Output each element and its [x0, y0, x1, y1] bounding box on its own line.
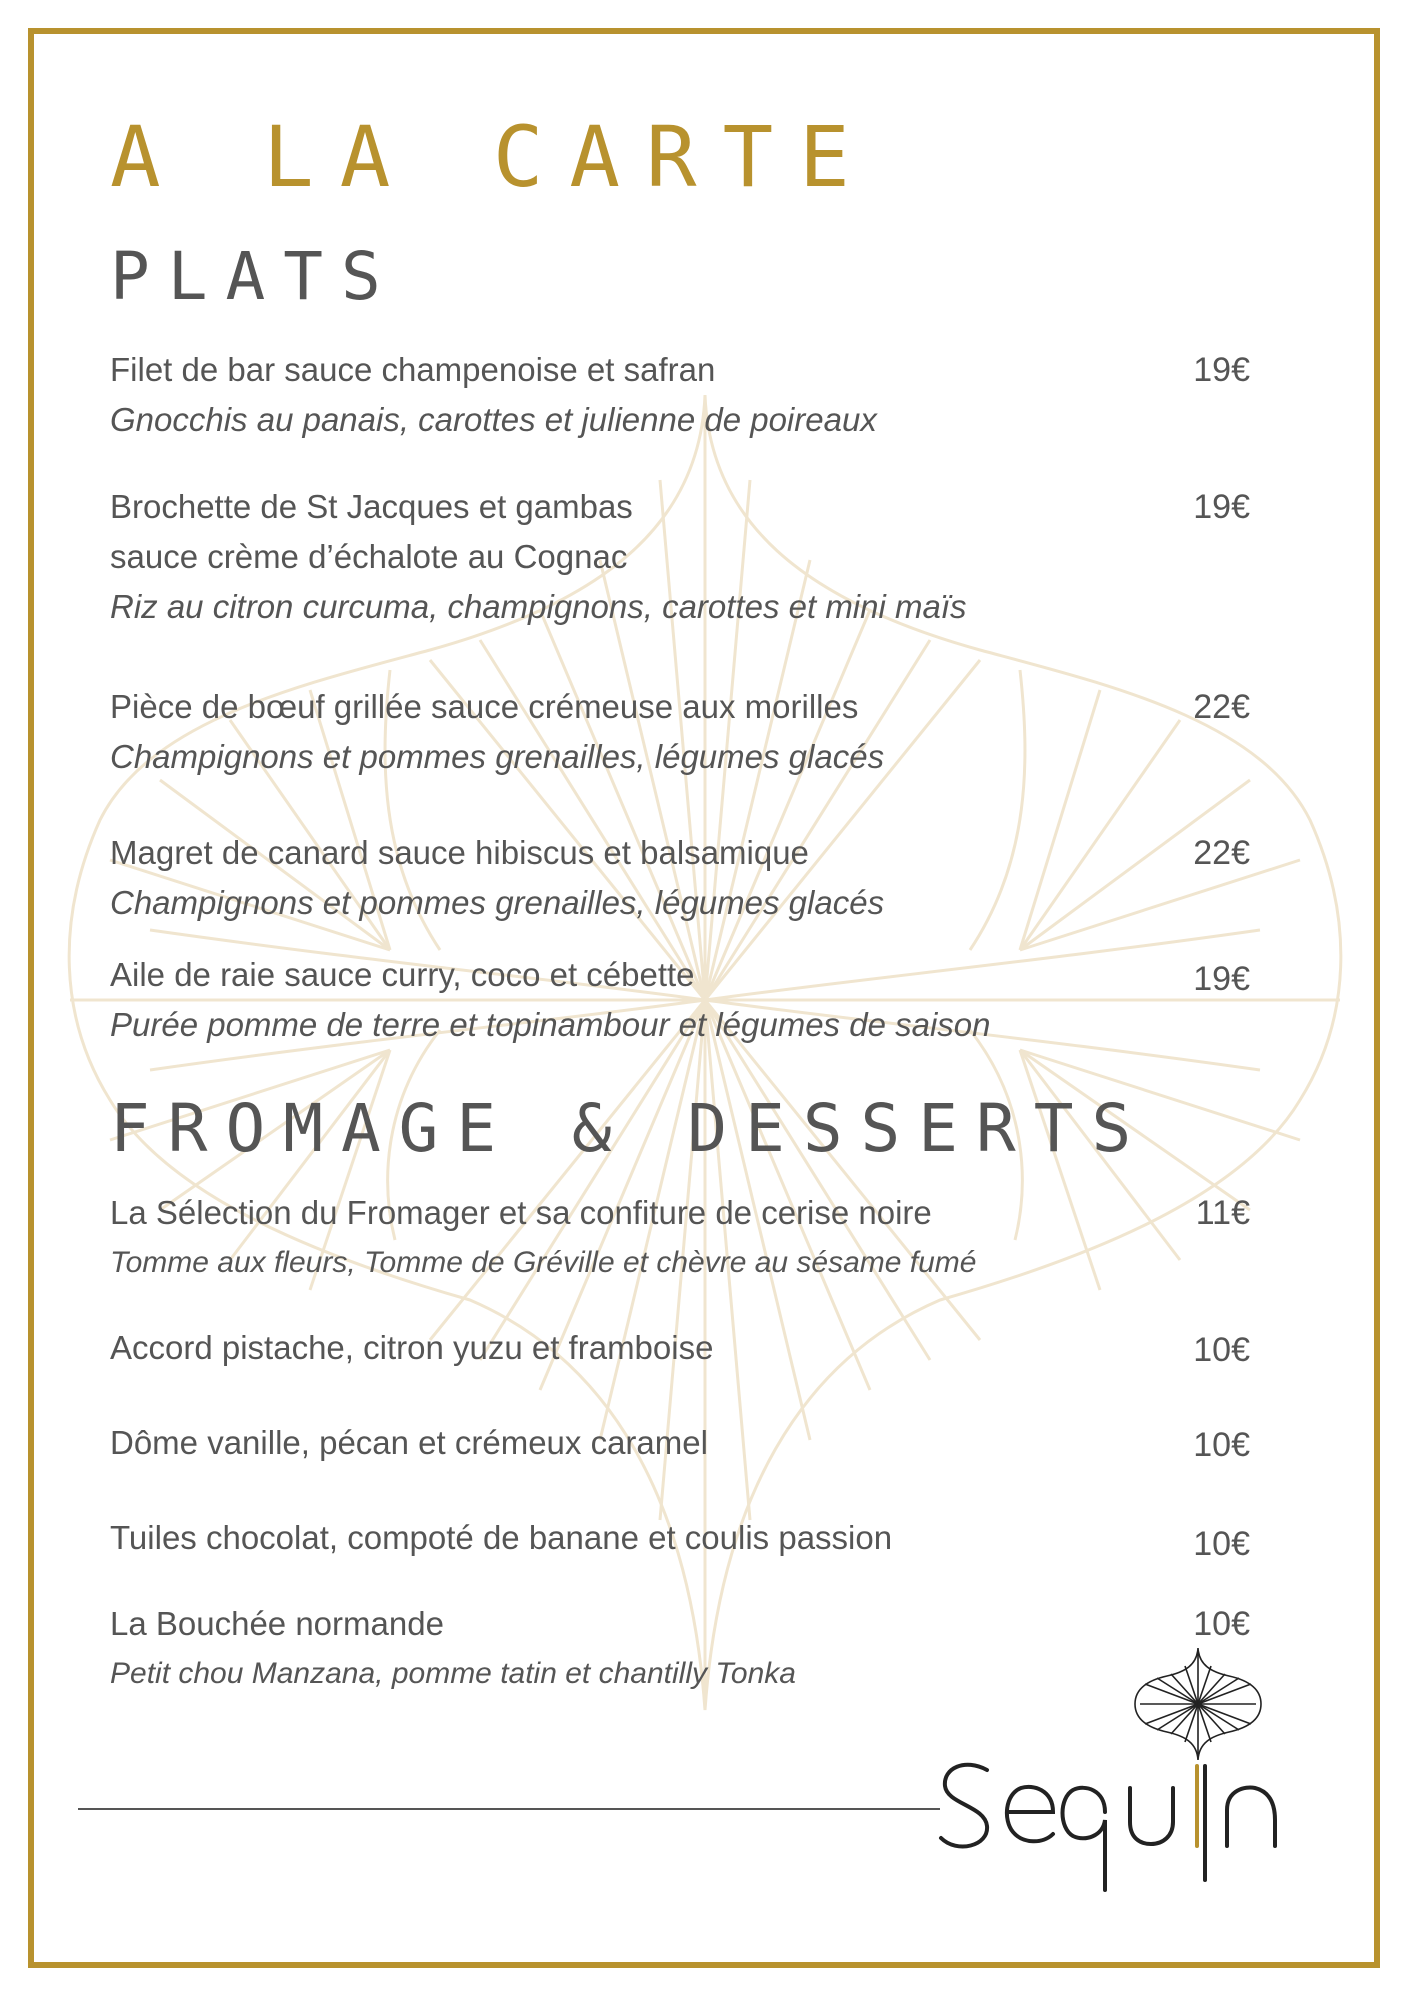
fan-ornament-icon	[1135, 1648, 1261, 1760]
sequin-wordmark	[941, 1765, 1275, 1890]
dish-name: Magret de canard sauce hibiscus et balsamique	[110, 834, 809, 871]
dish-name: Filet de bar sauce champenoise et safran	[110, 351, 716, 388]
dish-name: Aile de raie sauce curry, coco et cébette	[110, 956, 695, 993]
dish-description: Champignons et pommes grenailles, légumes glacés	[110, 884, 885, 921]
menu-item	[110, 1418, 1250, 1468]
dish-name-continued: sauce crème d’échalote au Cognac	[110, 538, 628, 575]
menu-item	[110, 682, 1250, 782]
sequin-logo	[935, 1640, 1335, 1940]
dish-description: Petit chou Manzana, pomme tatin et chantilly Tonka	[110, 1657, 796, 1690]
dish-name: Brochette de St Jacques et gambas	[110, 488, 633, 525]
dish-name: La Bouchée normande	[110, 1605, 444, 1642]
dish-price: 11€	[1195, 1194, 1250, 1232]
menu-title: A LA CARTE	[110, 108, 876, 206]
dish-price: 10€	[1193, 1605, 1250, 1643]
menu-item	[110, 828, 1250, 928]
menu-item	[110, 950, 1250, 1050]
dish-description: Gnocchis au panais, carottes et julienne de poireaux	[110, 401, 877, 438]
section-heading-plats: PLATS	[110, 238, 399, 315]
dish-name: La Sélection du Fromager et sa confiture de cerise noire	[110, 1194, 932, 1231]
dish-name: Pièce de bœuf grillée sauce crémeuse aux morilles	[110, 688, 859, 725]
dish-price: 19€	[1193, 960, 1250, 998]
section-heading-fromage-desserts: FROMAGE & DESSERTS	[110, 1090, 1150, 1167]
dish-description: Tomme aux fleurs, Tomme de Gréville et chèvre au sésame fumé	[110, 1246, 977, 1279]
dish-description: Purée pomme de terre et topinambour et légumes de saison	[110, 1006, 991, 1043]
menu-item	[110, 482, 1250, 632]
dish-price: 22€	[1193, 688, 1250, 726]
dish-name: Accord pistache, citron yuzu et framboise	[110, 1329, 714, 1366]
dish-price: 10€	[1193, 1525, 1250, 1563]
dish-price: 10€	[1193, 1331, 1250, 1369]
dish-description: Riz au citron curcuma, champignons, carottes et mini maïs	[110, 588, 967, 625]
divider-line	[78, 1808, 940, 1810]
dish-price: 22€	[1193, 834, 1250, 872]
dish-price: 19€	[1193, 351, 1250, 389]
dish-description: Champignons et pommes grenailles, légumes glacés	[110, 738, 885, 775]
menu-item	[110, 1513, 1250, 1563]
menu-item	[110, 345, 1250, 445]
dish-price: 10€	[1193, 1426, 1250, 1464]
dish-price: 19€	[1193, 488, 1250, 526]
dish-name: Tuiles chocolat, compoté de banane et coulis passion	[110, 1519, 893, 1556]
menu-item	[110, 1188, 1250, 1288]
dish-name: Dôme vanille, pécan et crémeux caramel	[110, 1424, 708, 1461]
menu-item	[110, 1323, 1250, 1373]
